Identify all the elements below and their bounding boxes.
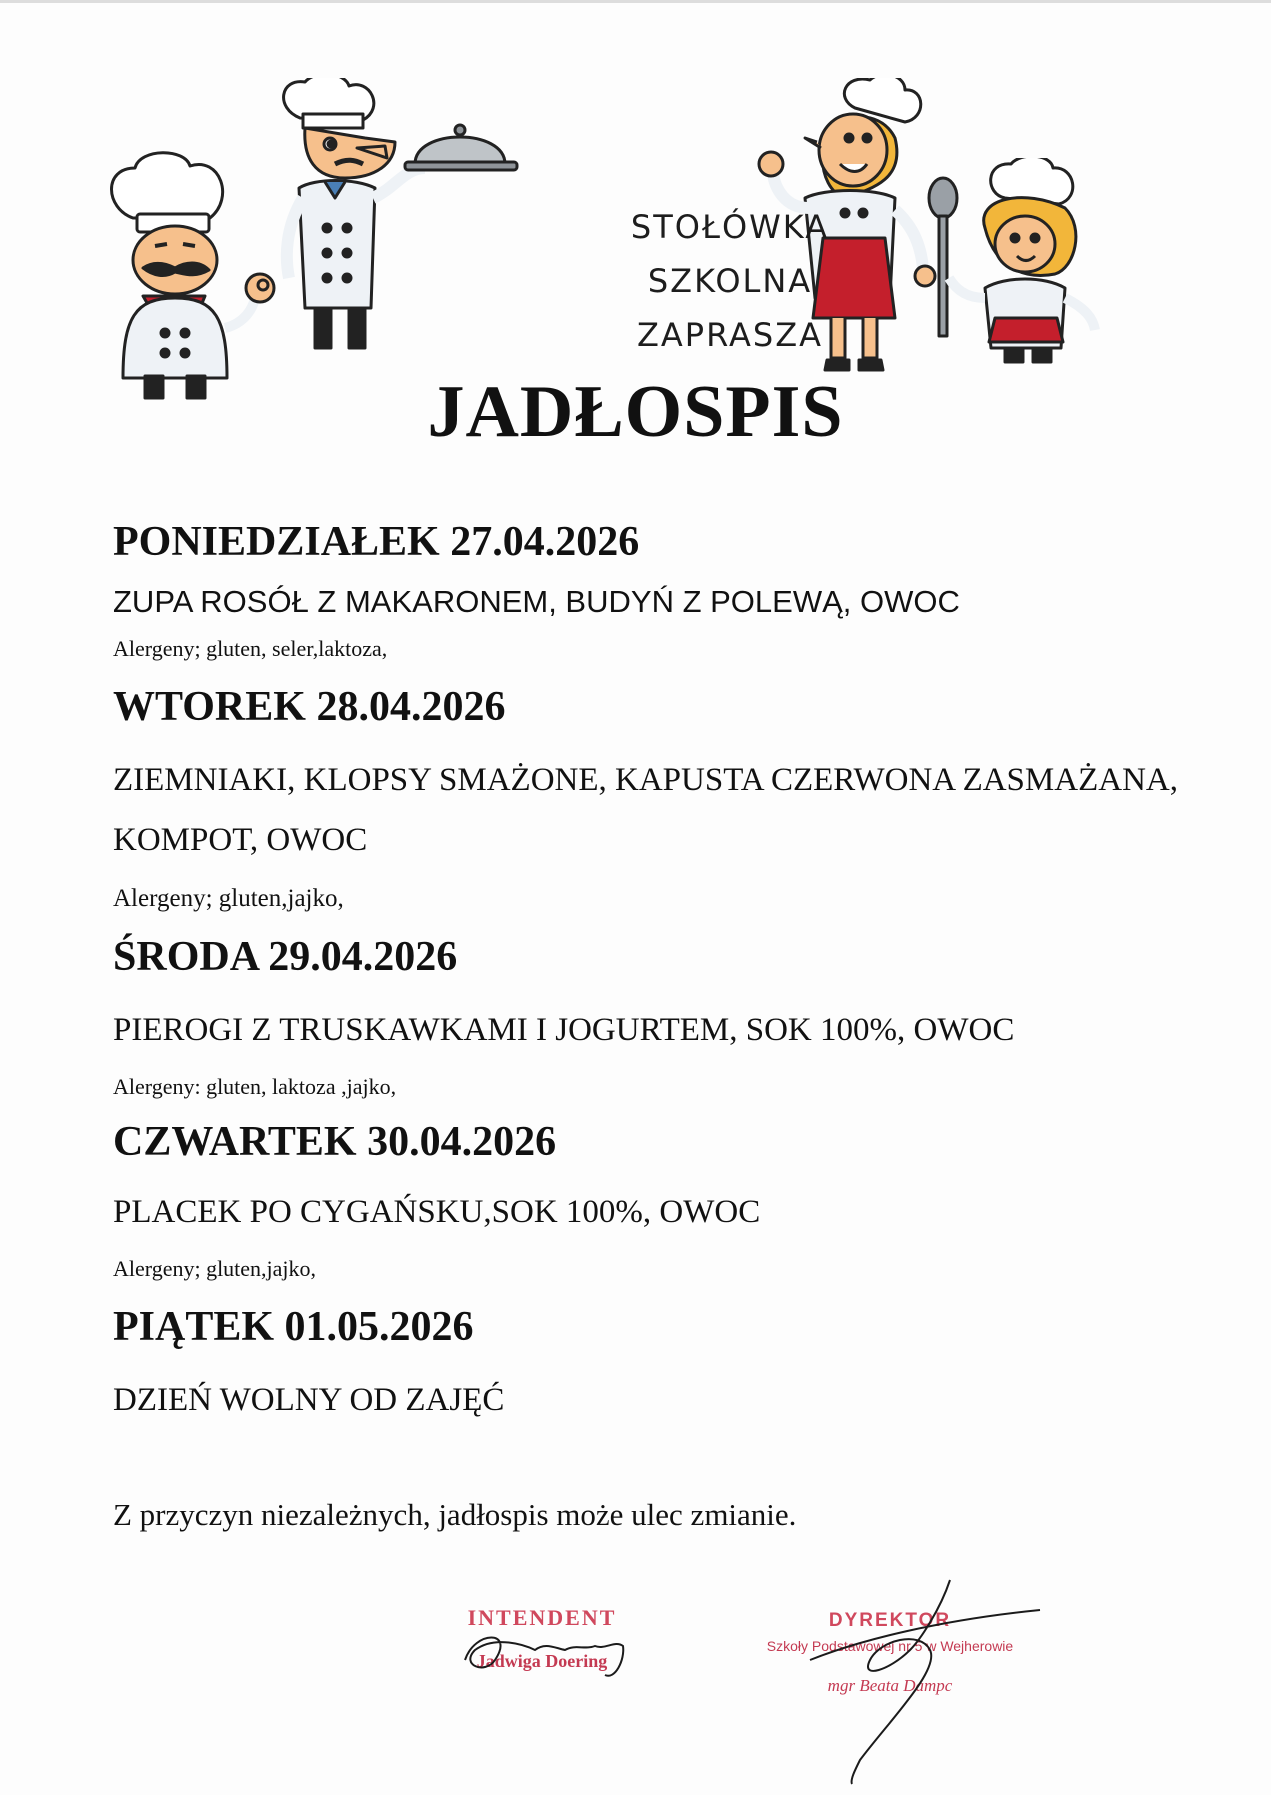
allergens-line: Alergeny; gluten,jajko, <box>113 885 344 912</box>
dish-line: KOMPOT, OWOC <box>113 822 368 858</box>
allergens-line: Alergeny; gluten, seler,laktoza, <box>113 636 388 661</box>
cafeteria-slogan <box>595 200 865 362</box>
day-heading-thursday: CZWARTEK 30.04.2026 <box>113 1119 557 1165</box>
director-role: DYREKTOR <box>828 1610 952 1631</box>
header-illustration <box>95 78 1115 368</box>
slogan-line-3: ZAPRASZA <box>636 316 824 354</box>
dish-line: PIEROGI Z TRUSKAWKAMI I JOGURTEM, SOK 100%, OWOC <box>113 1012 1015 1048</box>
director-name: mgr Beata Dampc <box>827 1676 953 1695</box>
chef-girl-spoon-icon <box>925 158 1115 368</box>
allergens-line: Alergeny: gluten, laktoza ,jajko, <box>113 1074 397 1099</box>
slogan-line-2: SZKOLNA <box>647 262 813 300</box>
day-heading-tuesday: WTOREK 28.04.2026 <box>113 684 506 730</box>
allergens-line: Alergeny; gluten,jajko, <box>113 1256 317 1281</box>
intendent-name: Jadwiga Doering <box>476 1651 608 1671</box>
dish-line: PLACEK PO CYGAŃSKU,SOK 100%, OWOC <box>113 1194 761 1230</box>
day-heading-wednesday: ŚRODA 29.04.2026 <box>113 934 458 980</box>
slogan-line-1: STOŁÓWKA <box>630 208 830 246</box>
intendent-signature <box>455 1620 635 1690</box>
director-signature <box>800 1570 1060 1790</box>
dish-line: ZIEMNIAKI, KLOPSY SMAŻONE, KAPUSTA CZERWONA ZASMAŻANA, <box>113 762 1178 798</box>
chef-serving-tray-icon <box>275 78 545 378</box>
dish-line: DZIEŃ WOLNY OD ZAJĘĆ <box>113 1382 505 1418</box>
page-title: JADŁOSPIS <box>427 371 844 453</box>
director-school: Szkoły Podstawowej nr 5 w Wejherowie <box>766 1638 1014 1654</box>
intendent-role: INTENDENT <box>467 1605 617 1630</box>
dish-line: ZUPA ROSÓŁ Z MAKARONEM, BUDYŃ Z POLEWĄ, OWOC <box>113 584 960 619</box>
chef-mustache-icon <box>95 148 295 408</box>
day-heading-monday: PONIEDZIAŁEK 27.04.2026 <box>113 519 640 565</box>
change-notice: Z przyczyn niezależnych, jadłospis może ulec zmianie. <box>113 1497 797 1532</box>
day-heading-friday: PIĄTEK 01.05.2026 <box>113 1304 474 1350</box>
top-border <box>0 0 1271 3</box>
